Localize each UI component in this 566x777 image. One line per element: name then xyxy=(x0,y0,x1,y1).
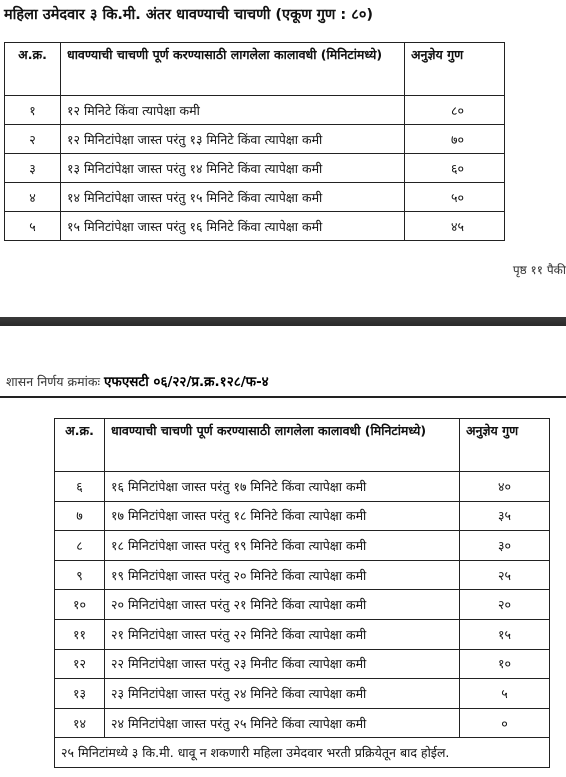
serial-cell: ६ xyxy=(55,472,105,502)
footer-row xyxy=(55,738,550,768)
marks-header: अनुज्ञेय गुण xyxy=(460,419,550,472)
table-row xyxy=(55,531,550,561)
table-row xyxy=(55,472,550,502)
serial-cell: ९ xyxy=(55,560,105,590)
table-row xyxy=(55,619,550,649)
marks-cell: ४० xyxy=(460,472,550,502)
marks-table-part-2 xyxy=(54,418,550,768)
marks-cell: १० xyxy=(460,649,550,679)
serial-cell: १ xyxy=(5,96,61,125)
duration-cell: १६ मिनिटांपेक्षा जास्त परंतु १७ मिनिटे किंवा त्यापेक्षा कमी xyxy=(105,472,460,502)
duration-cell: १२ मिनिटे किंवा त्यापेक्षा कमी xyxy=(61,96,405,125)
duration-cell: १७ मिनिटांपेक्षा जास्त परंतु १८ मिनिटे किंवा त्यापेक्षा कमी xyxy=(105,501,460,531)
serial-cell: २ xyxy=(5,125,61,154)
marks-cell: ० xyxy=(460,708,550,738)
marks-cell: ८० xyxy=(405,96,505,125)
duration-header: धावण्याची चाचणी पूर्ण करण्यासाठी लागलेला कालावधी (मिनिटांमध्ये) xyxy=(105,419,460,472)
table-header-row xyxy=(5,43,505,96)
page-break-divider xyxy=(0,317,566,326)
serial-cell: ११ xyxy=(55,619,105,649)
marks-cell: ४५ xyxy=(405,212,505,241)
table-row xyxy=(55,679,550,709)
table-row xyxy=(55,590,550,620)
duration-cell: २४ मिनिटांपेक्षा जास्त परंतु २५ मिनिटे किंवा त्यापेक्षा कमी xyxy=(105,708,460,738)
serial-cell: ४ xyxy=(5,183,61,212)
serial-cell: १२ xyxy=(55,649,105,679)
serial-cell: ३ xyxy=(5,154,61,183)
header-rule xyxy=(0,396,566,398)
table-header-row xyxy=(55,419,550,472)
table-row xyxy=(5,154,505,183)
table-row xyxy=(5,125,505,154)
marks-cell: १५ xyxy=(460,619,550,649)
serial-cell: १३ xyxy=(55,679,105,709)
duration-cell: २३ मिनिटांपेक्षा जास्त परंतु २४ मिनिटे किंवा त्यापेक्षा कमी xyxy=(105,679,460,709)
serial-cell: १४ xyxy=(55,708,105,738)
table-row xyxy=(55,708,550,738)
government-resolution-reference xyxy=(6,372,269,390)
table-row xyxy=(55,501,550,531)
page-title: महिला उमेदवार ३ कि.मी. अंतर धावण्याची चाचणी (एकूण गुण : ८०) xyxy=(4,7,373,23)
serial-header: अ.क्र. xyxy=(5,43,61,96)
serial-cell: १० xyxy=(55,590,105,620)
duration-cell: १४ मिनिटांपेक्षा जास्त परंतु १५ मिनिटे किंवा त्यापेक्षा कमी xyxy=(61,183,405,212)
duration-cell: २० मिनिटांपेक्षा जास्त परंतु २१ मिनिटे किंवा त्यापेक्षा कमी xyxy=(105,590,460,620)
duration-cell: १३ मिनिटांपेक्षा जास्त परंतु १४ मिनिटे किंवा त्यापेक्षा कमी xyxy=(61,154,405,183)
marks-cell: ५ xyxy=(460,679,550,709)
serial-cell: ८ xyxy=(55,531,105,561)
duration-cell: १५ मिनिटांपेक्षा जास्त परंतु १६ मिनिटे किंवा त्यापेक्षा कमी xyxy=(61,212,405,241)
marks-table-part-1 xyxy=(4,42,505,241)
gov-ref-label: शासन निर्णय क्रमांकः xyxy=(6,374,100,389)
duration-cell: २२ मिनिटांपेक्षा जास्त परंतु २३ मिनीट किंवा त्यापेक्षा कमी xyxy=(105,649,460,679)
duration-cell: १२ मिनिटांपेक्षा जास्त परंतु १३ मिनिटे किंवा त्यापेक्षा कमी xyxy=(61,125,405,154)
marks-cell: ५० xyxy=(405,183,505,212)
table-row xyxy=(5,183,505,212)
duration-cell: १८ मिनिटांपेक्षा जास्त परंतु १९ मिनिटे किंवा त्यापेक्षा कमी xyxy=(105,531,460,561)
duration-header: धावण्याची चाचणी पूर्ण करण्यासाठी लागलेला कालावधी (मिनिटांमध्ये) xyxy=(61,43,405,96)
serial-cell: ७ xyxy=(55,501,105,531)
marks-header: अनुज्ञेय गुण xyxy=(405,43,505,96)
marks-cell: ७० xyxy=(405,125,505,154)
serial-cell: ५ xyxy=(5,212,61,241)
marks-cell: ६० xyxy=(405,154,505,183)
duration-cell: २१ मिनिटांपेक्षा जास्त परंतु २२ मिनिटे किंवा त्यापेक्षा कमी xyxy=(105,619,460,649)
marks-cell: ३० xyxy=(460,531,550,561)
serial-header: अ.क्र. xyxy=(55,419,105,472)
table-row xyxy=(5,96,505,125)
table-row xyxy=(55,649,550,679)
table-row xyxy=(5,212,505,241)
marks-cell: ३५ xyxy=(460,501,550,531)
footer-note: २५ मिनिटांमध्ये ३ कि.मी. धावू न शकणारी महिला उमेदवार भरती प्रक्रियेतून बाद होईल. xyxy=(55,738,550,768)
marks-cell: २५ xyxy=(460,560,550,590)
table-row xyxy=(55,560,550,590)
gov-ref-number: एफएसटी ०६/२२/प्र.क्र.१२८/फ-४ xyxy=(103,374,269,390)
duration-cell: १९ मिनिटांपेक्षा जास्त परंतु २० मिनिटे किंवा त्यापेक्षा कमी xyxy=(105,560,460,590)
page-number-note: पृष्ठ ११ पैकी xyxy=(512,263,566,277)
marks-cell: २० xyxy=(460,590,550,620)
